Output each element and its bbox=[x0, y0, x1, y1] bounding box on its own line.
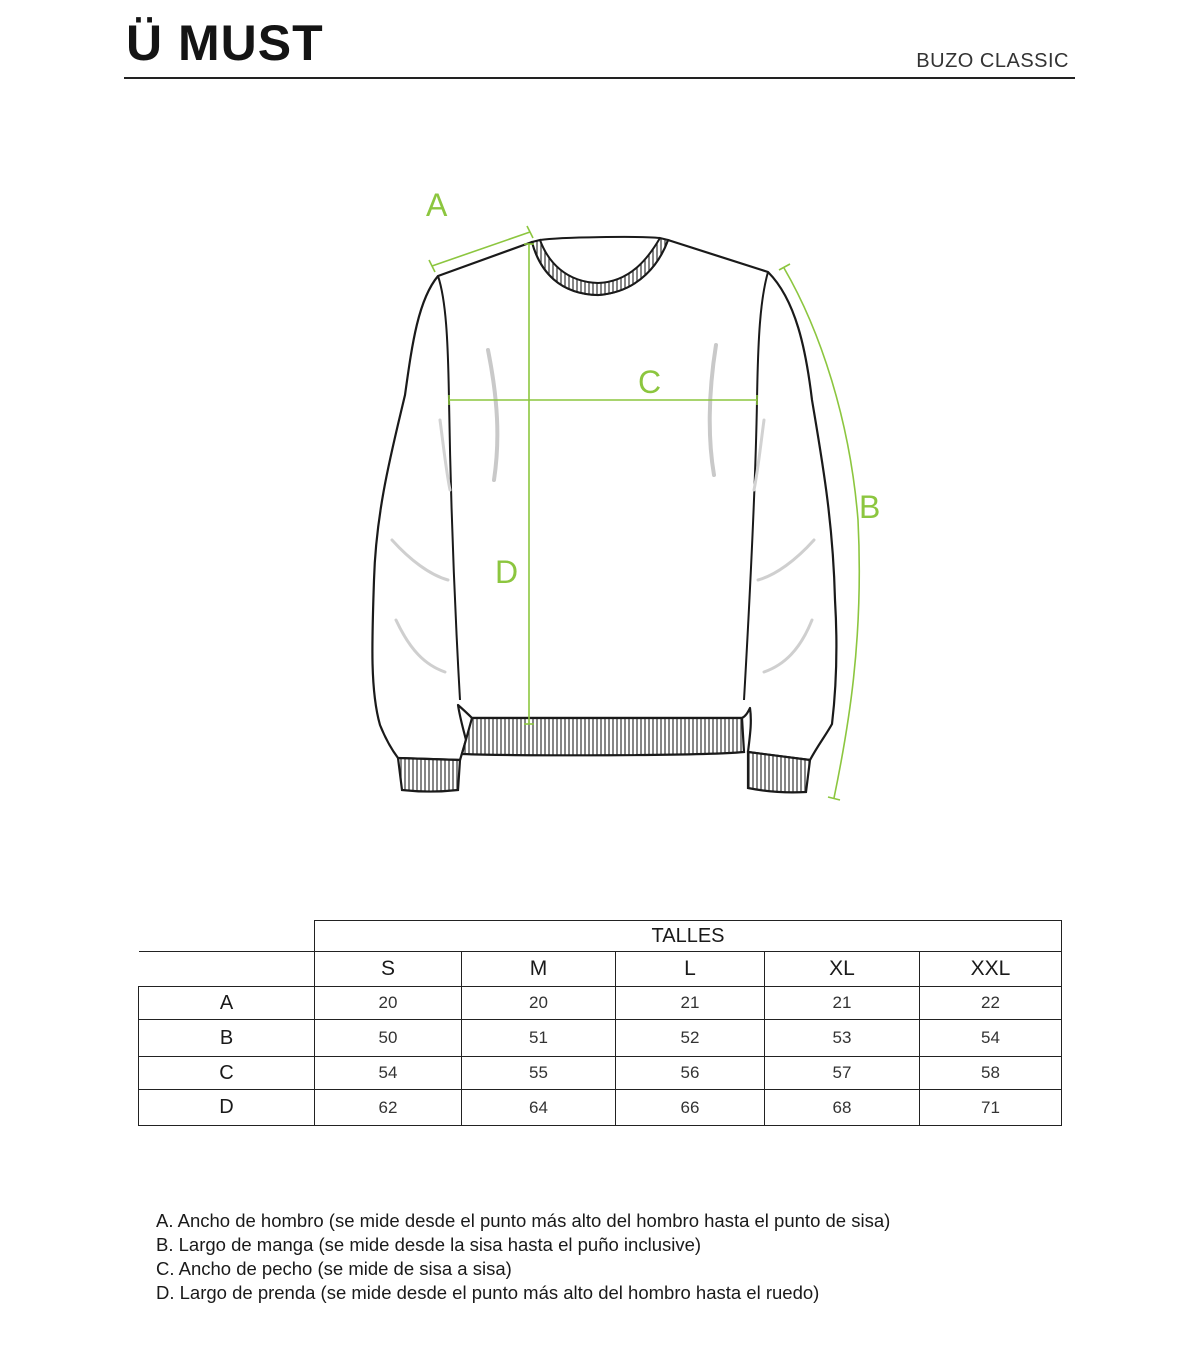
table-cell: 71 bbox=[920, 1090, 1062, 1126]
table-cell: 22 bbox=[920, 987, 1062, 1020]
table-row bbox=[139, 1057, 1062, 1090]
table-cell: 54 bbox=[920, 1020, 1062, 1057]
table-title: TALLES bbox=[315, 921, 1062, 952]
table-cell: 21 bbox=[616, 987, 765, 1020]
brand-logo: Ü MUST bbox=[126, 15, 324, 71]
product-name: BUZO CLASSIC bbox=[916, 50, 1069, 72]
table-row bbox=[139, 1020, 1062, 1057]
table-cell: 53 bbox=[765, 1020, 920, 1057]
table-cell: 62 bbox=[315, 1090, 462, 1126]
table-cell: 20 bbox=[462, 987, 616, 1020]
row-label: B bbox=[139, 1020, 315, 1057]
left-cuff bbox=[398, 758, 460, 792]
row-label: A bbox=[139, 987, 315, 1020]
table-cell: 56 bbox=[616, 1057, 765, 1090]
label-c: C bbox=[638, 364, 662, 400]
table-cell: 51 bbox=[462, 1020, 616, 1057]
label-d: D bbox=[495, 554, 519, 590]
note-c: C. Ancho de pecho (se mide de sisa a sisa) bbox=[156, 1258, 512, 1279]
table-cell: 66 bbox=[616, 1090, 765, 1126]
label-b: B bbox=[859, 489, 881, 525]
table-cell: 54 bbox=[315, 1057, 462, 1090]
table-cell: 68 bbox=[765, 1090, 920, 1126]
size-table bbox=[138, 920, 1062, 1126]
row-label: D bbox=[139, 1090, 315, 1126]
table-cell: 55 bbox=[462, 1057, 616, 1090]
table-cell: 52 bbox=[616, 1020, 765, 1057]
table-cell: 64 bbox=[462, 1090, 616, 1126]
right-cuff bbox=[748, 752, 810, 792]
table-row bbox=[139, 1090, 1062, 1126]
table-cell: 57 bbox=[765, 1057, 920, 1090]
table-cell: 20 bbox=[315, 987, 462, 1020]
table-row bbox=[139, 987, 1062, 1020]
table-cell: 58 bbox=[920, 1057, 1062, 1090]
label-a: A bbox=[426, 187, 448, 223]
size-header: M bbox=[462, 952, 616, 987]
size-header: XXL bbox=[920, 952, 1062, 987]
size-header: XL bbox=[765, 952, 920, 987]
table-cell: 50 bbox=[315, 1020, 462, 1057]
note-a: A. Ancho de hombro (se mide desde el punto más alto del hombro hasta el punto de sisa) bbox=[156, 1210, 891, 1231]
size-header: L bbox=[616, 952, 765, 987]
note-b: B. Largo de manga (se mide desde la sisa hasta el puño inclusive) bbox=[156, 1234, 702, 1255]
size-header: S bbox=[315, 952, 462, 987]
sweatshirt-outline-icon bbox=[372, 240, 836, 760]
note-d: D. Largo de prenda (se mide desde el punto más alto del hombro hasta el ruedo) bbox=[156, 1282, 820, 1303]
table-cell: 21 bbox=[765, 987, 920, 1020]
row-label: C bbox=[139, 1057, 315, 1090]
measurement-notes bbox=[156, 1209, 890, 1305]
hem-rib bbox=[462, 718, 744, 755]
